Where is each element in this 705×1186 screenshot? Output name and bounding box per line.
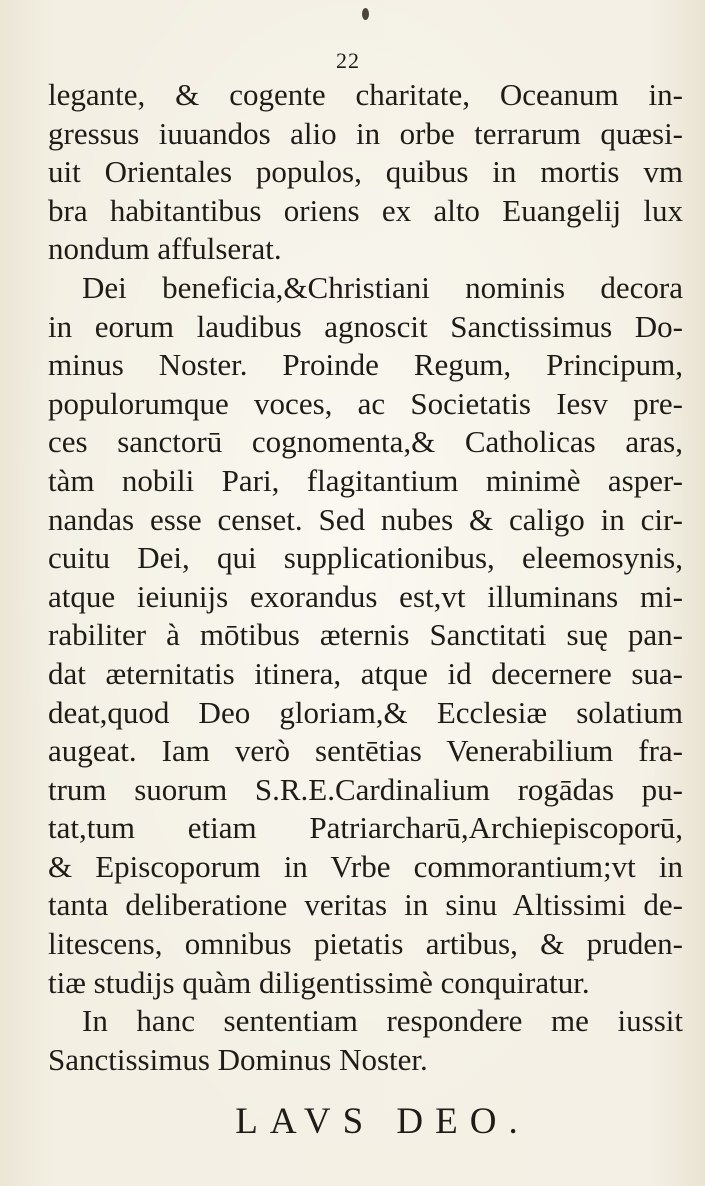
- text-line: deat,quod Deo gloriam,& Ecclesiæ solatium: [48, 694, 683, 730]
- text-line: In hanc sententiam respondere me iussit: [82, 1003, 683, 1039]
- text-line: in eorum laudibus agnoscit Sanctissimus Do-: [48, 308, 683, 344]
- text-line: populorumque voces, ac Societatis Iesv pre-: [48, 385, 683, 421]
- page-number: 22: [336, 48, 360, 73]
- text-line: tanta deliberatione veritas in sinu Altissimi de-: [48, 887, 683, 923]
- text-line: & Episcoporum in Vrbe commorantium;vt in: [48, 848, 683, 884]
- text-line: nondum affulserat.: [48, 231, 282, 267]
- text-line: tat,tum etiam Patriarcharū,Archiepiscoporū,: [48, 810, 683, 846]
- text-line: atque ieiunijs exorandus est,vt illuminans mi-: [48, 578, 683, 614]
- text-line: tàm nobili Pari, flagitantium minimè asper-: [48, 462, 683, 498]
- text-line: cuitu Dei, qui supplicationibus, eleemosynis,: [48, 540, 683, 576]
- text-line: dat æternitatis itinera, atque id decernere sua-: [48, 655, 683, 691]
- text-line: uit Orientales populos, quibus in mortis vm: [48, 154, 683, 190]
- ink-dot: [362, 8, 369, 20]
- text-line: Sanctissimus Dominus Noster.: [48, 1041, 428, 1077]
- text-line: bra habitantibus oriens ex alto Euangelij lux: [48, 192, 683, 228]
- text-line: ces sanctorū cognomenta,& Catholicas aras,: [48, 424, 683, 460]
- text-line: tiæ studijs quàm diligentissimè conquiratur.: [48, 964, 590, 1000]
- text-line: augeat. Iam verò sentētias Venerabilium fra-: [48, 733, 683, 769]
- text-line: legante, & cogente charitate, Oceanum in-: [48, 77, 683, 112]
- closing-formula: LAVS DEO.: [235, 1101, 530, 1142]
- text-line: minus Noster. Proinde Regum, Principum,: [48, 347, 683, 383]
- text-line: gressus iuuandos alio in orbe terrarum quæsi-: [48, 115, 683, 151]
- text-line: nandas esse censet. Sed nubes & caligo in cir-: [48, 501, 683, 537]
- text-line: Dei beneficia,&Christiani nominis decora: [82, 269, 683, 305]
- text-line: trum suorum S.R.E.Cardinalium rogādas pu-: [48, 771, 683, 807]
- body-text: [48, 76, 683, 1079]
- text-line: litescens, omnibus pietatis artibus, & pruden-: [48, 926, 683, 962]
- text-line: rabiliter à mōtibus æternis Sanctitati suę pan-: [48, 617, 683, 653]
